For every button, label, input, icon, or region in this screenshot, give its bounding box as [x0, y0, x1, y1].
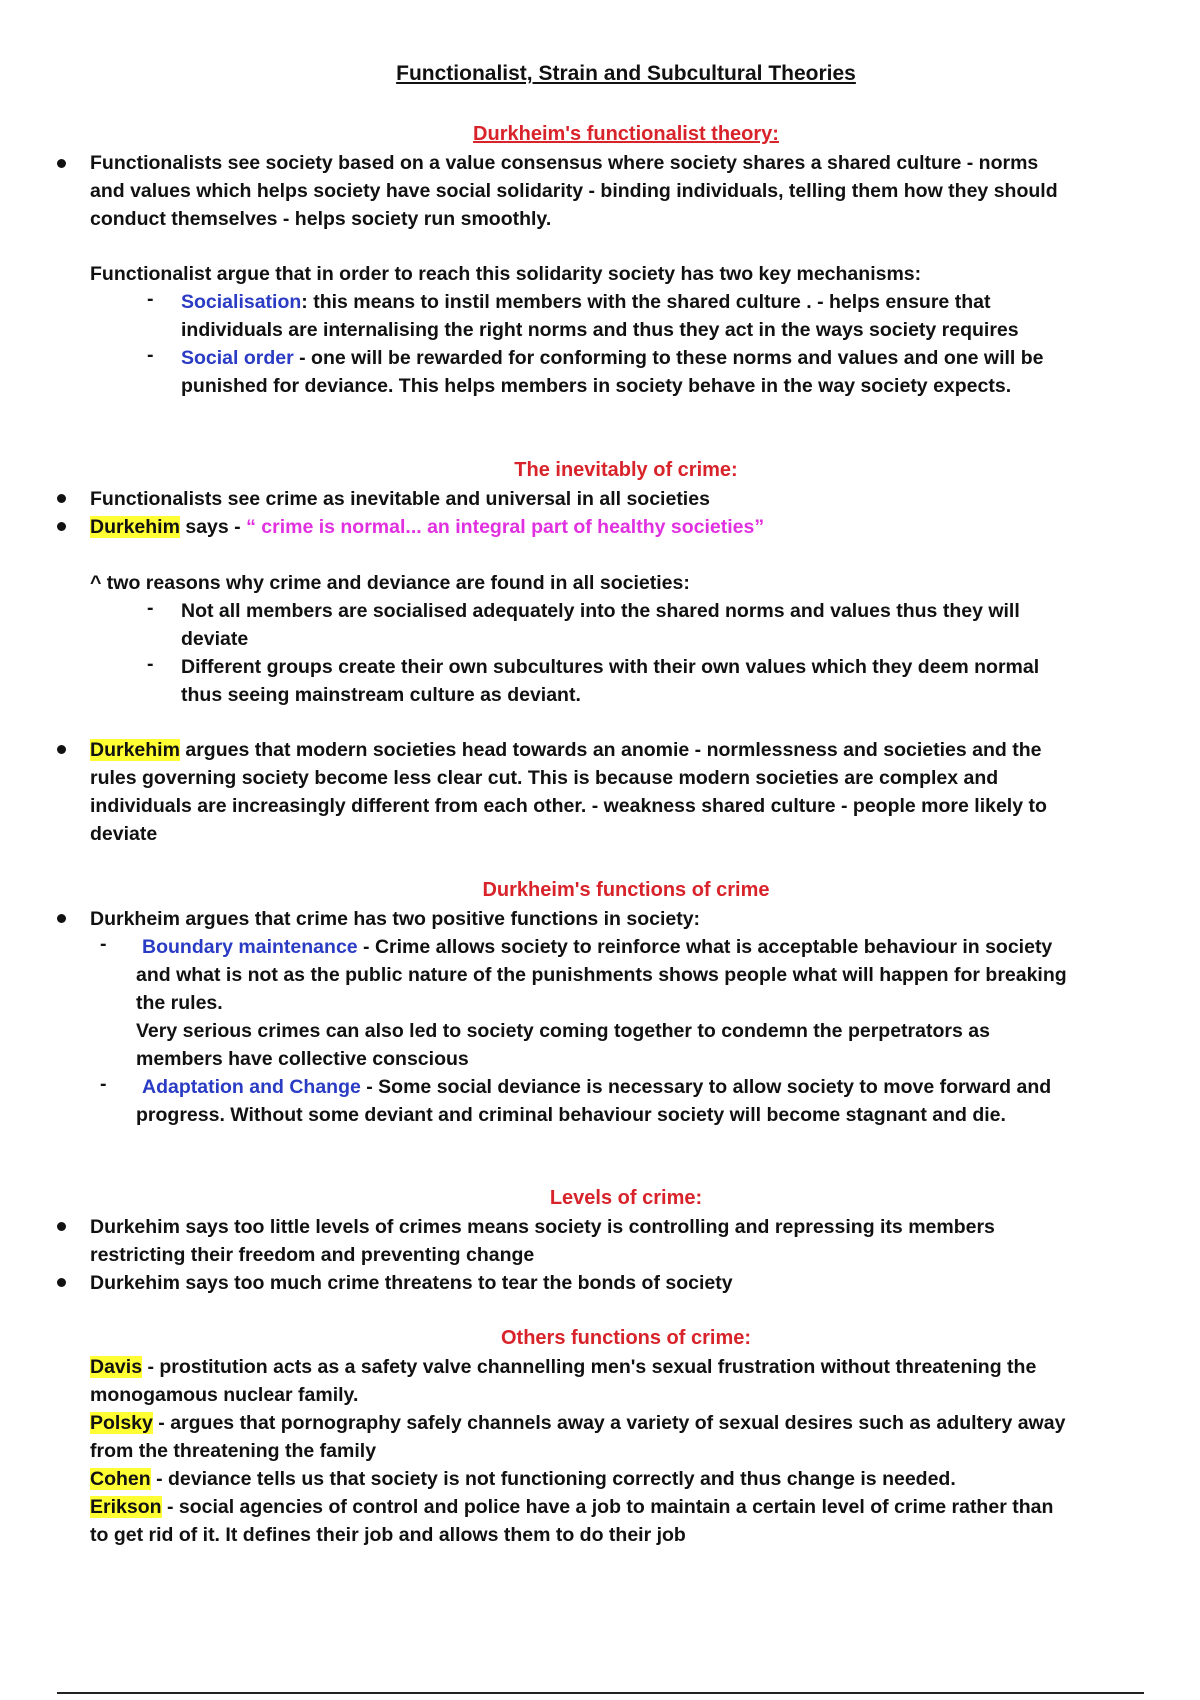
list-item-text: : this means to instil members with the shared culture . - helps ensure that [301, 291, 991, 313]
bullet-icon [57, 522, 66, 531]
paragraph-line [90, 1493, 1053, 1521]
list-item-text: - Some social deviance is necessary to allow society to move forward and [360, 1076, 1052, 1098]
paragraph-line: Durkehim says too much crime threatens to tear the bonds of society [90, 1272, 733, 1294]
bullet-icon [57, 914, 66, 923]
term-socialisation: Socialisation [181, 291, 302, 313]
paragraph-line [90, 736, 1041, 764]
list-item [136, 1073, 1051, 1101]
bullet-icon [57, 159, 66, 168]
paragraph-line [90, 1409, 1065, 1437]
list-item-line: punished for deviance. This helps members in society behave in the way society expects. [181, 375, 1012, 397]
list-item-line: members have collective conscious [136, 1048, 469, 1070]
bullet-icon [57, 1222, 66, 1231]
paragraph-line: Durkheim argues that crime has two positive functions in society: [90, 908, 701, 930]
list-item-line: the rules. [136, 992, 223, 1014]
heading-other-functions: Others functions of crime: [500, 1327, 752, 1349]
list-item [181, 344, 1044, 372]
list-item-line: individuals are internalising the right norms and thus they act in the ways society requires [181, 319, 1019, 341]
text: - prostitution acts as a safety valve channelling men's sexual frustration without threatening the [142, 1356, 1037, 1378]
list-item-text: - one will be rewarded for conforming to these norms and values and one will be [293, 347, 1044, 369]
heading-functions-of-crime: Durkheim's functions of crime [482, 879, 770, 901]
list-item [181, 288, 990, 316]
highlight-name: Durkehim [90, 739, 180, 761]
paragraph-line [90, 1465, 956, 1493]
list-item-line: and what is not as the public nature of the punishments shows people what will happen for breaking [136, 964, 1067, 986]
dash-marker: - [147, 344, 154, 366]
paragraph-line: monogamous nuclear family. [90, 1384, 359, 1406]
text: argues that modern societies head towards an anomie - normlessness and societies and the [179, 739, 1042, 761]
dash-marker: - [147, 653, 154, 675]
list-item-line: Not all members are socialised adequately into the shared norms and values thus they will [181, 600, 1020, 622]
text: - deviance tells us that society is not functioning correctly and thus change is needed. [150, 1468, 956, 1490]
highlight-name: Davis [90, 1356, 143, 1378]
highlight-name: Durkehim [90, 516, 180, 538]
paragraph-line: Functionalists see society based on a value consensus where society shares a shared culture - norms [90, 152, 1039, 174]
paragraph-line: rules governing society become less clear cut. This is because modern societies are complex and [90, 767, 999, 789]
dash-marker: - [147, 597, 154, 619]
paragraph-line: ^ two reasons why crime and deviance are found in all societies: [90, 572, 690, 594]
paragraph-line: Functionalists see crime as inevitable and universal in all societies [90, 488, 710, 510]
list-item-line: progress. Without some deviant and criminal behaviour society will become stagnant and die. [136, 1104, 1006, 1126]
term-social-order: Social order [181, 347, 294, 369]
dash-marker: - [100, 1073, 107, 1095]
paragraph-line: from the threatening the family [90, 1440, 377, 1462]
dash-marker: - [100, 933, 107, 955]
bullet-icon [57, 745, 66, 754]
list-item-line: thus seeing mainstream culture as deviant. [181, 684, 581, 706]
paragraph-line: individuals are increasingly different from each other. - weakness shared culture - people more likely to [90, 795, 1047, 817]
heading-inevitability: The inevitably of crime: [514, 459, 738, 481]
page-title: Functionalist, Strain and Subcultural Theories [396, 62, 856, 85]
paragraph-line: deviate [90, 823, 158, 845]
heading-levels-of-crime: Levels of crime: [549, 1187, 703, 1209]
list-item [136, 933, 1052, 961]
list-item-text: - Crime allows society to reinforce what is acceptable behaviour in society [357, 936, 1053, 958]
list-item-line: deviate [181, 628, 249, 650]
highlight-name: Polsky [90, 1412, 153, 1434]
text: - social agencies of control and police have a job to maintain a certain level of crime rather than [161, 1496, 1054, 1518]
paragraph-line: Functionalist argue that in order to reach this solidarity society has two key mechanisms: [90, 263, 922, 285]
highlight-name: Erikson [90, 1496, 162, 1518]
bullet-icon [57, 1278, 66, 1287]
paragraph-line: restricting their freedom and preventing change [90, 1244, 535, 1266]
paragraph-line [90, 513, 764, 541]
paragraph-line [90, 1353, 1036, 1381]
heading-functionalist-theory: Durkheim's functionalist theory: [473, 123, 779, 145]
list-item-line: Very serious crimes can also led to society coming together to condemn the perpetrators as [136, 1020, 990, 1042]
list-item-line: Different groups create their own subcultures with their own values which they deem normal [181, 656, 1040, 678]
text: - argues that pornography safely channels away a variety of sexual desires such as adultery away [152, 1412, 1066, 1434]
dash-marker: - [147, 288, 154, 310]
bottom-divider [57, 1692, 1144, 1694]
bullet-icon [57, 494, 66, 503]
paragraph-line: to get rid of it. It defines their job and allows them to do their job [90, 1524, 686, 1546]
text: says - [179, 516, 247, 538]
paragraph-line: and values which helps society have social solidarity - binding individuals, telling them how they should [90, 180, 1058, 202]
paragraph-line: Durkehim says too little levels of crimes means society is controlling and repressing its members [90, 1216, 995, 1238]
term-boundary-maintenance: Boundary maintenance [142, 936, 358, 958]
term-adaptation-change: Adaptation and Change [142, 1076, 361, 1098]
paragraph-line: conduct themselves - helps society run smoothly. [90, 208, 552, 230]
quote: “ crime is normal... an integral part of healthy societies” [246, 516, 765, 538]
highlight-name: Cohen [90, 1468, 151, 1490]
